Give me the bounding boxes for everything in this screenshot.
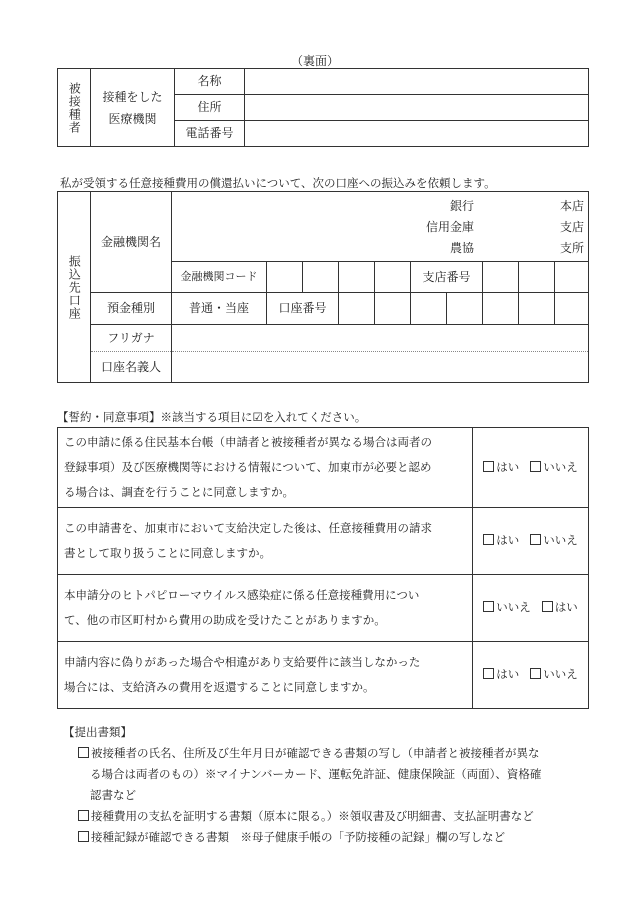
institution-phone-label: 電話番号 <box>175 121 245 147</box>
branch-code-digit[interactable] <box>519 262 555 293</box>
account-number-digit[interactable] <box>411 293 447 325</box>
consent-row <box>58 642 589 709</box>
account-number-label: 口座番号 <box>267 293 339 325</box>
consent-question: 申請内容に偽りがあった場合や相違があり支給要件に該当しなかった 場合には、支給済みの費用を返還することに同意しますか。 <box>58 642 473 709</box>
institution-phone-field[interactable] <box>245 121 589 147</box>
bank-name-label: 金融機関名 <box>91 192 172 293</box>
institution-name-label: 名称 <box>175 69 245 95</box>
branch-type-list: 本店 支店 支所 <box>559 199 584 255</box>
furigana-label: フリガナ <box>91 325 171 352</box>
furigana-divider <box>172 351 588 352</box>
option-checkbox[interactable]: いいえ <box>483 600 531 614</box>
request-text: 私が受領する任意接種費用の償還払いについて、次の口座への振込みを依頼します。 <box>60 176 496 190</box>
option-checkbox[interactable]: いいえ <box>530 533 578 547</box>
bank-name-field[interactable] <box>172 192 589 262</box>
checkbox-icon[interactable] <box>78 810 89 821</box>
institution-group-label: 接種をした 医療機関 <box>91 69 175 147</box>
checkmark-icon: ☑ <box>252 410 263 424</box>
account-number-digit[interactable] <box>555 293 589 325</box>
branch-code-digit[interactable] <box>483 262 519 293</box>
account-number-digit[interactable] <box>447 293 483 325</box>
branch-code-digit[interactable] <box>555 262 589 293</box>
bank-account-table <box>57 191 589 383</box>
account-number-digit[interactable] <box>519 293 555 325</box>
account-type-value[interactable]: 普通・当座 <box>172 293 267 325</box>
account-number-digit[interactable] <box>483 293 519 325</box>
submission-list <box>78 743 598 848</box>
consent-row <box>58 575 589 642</box>
institution-name-field[interactable] <box>245 69 589 95</box>
consent-answer <box>473 428 589 508</box>
option-checkbox[interactable]: いいえ <box>530 667 578 681</box>
submission-item: 被接種者の氏名、住所及び生年月日が確認できる書類の写し（申請者と被接種者が異な る場合は両者のもの）※マイナンバーカード、運転免許証、健康保険証（両面）、資格確 認書など <box>78 743 598 806</box>
page-label: （裏面） <box>290 54 339 68</box>
consent-answer <box>473 575 589 642</box>
checkbox-icon[interactable] <box>78 747 89 758</box>
medical-institution-table <box>57 68 589 147</box>
checkbox-icon <box>483 601 494 612</box>
consent-row <box>58 508 589 575</box>
option-checkbox[interactable]: はい <box>483 533 519 547</box>
checkbox-icon <box>530 461 541 472</box>
account-type-label: 預金種別 <box>91 293 172 325</box>
checkbox-icon[interactable] <box>78 831 89 842</box>
account-holder-field[interactable] <box>172 325 589 383</box>
submission-heading: 【提出書類】 <box>63 725 132 739</box>
checkbox-icon <box>483 668 494 679</box>
branch-code-label: 支店番号 <box>411 262 483 293</box>
consent-answer <box>473 508 589 575</box>
consent-question: 本申請分のヒトパピローマウイルス感染症に係る任意接種費用につい て、他の市区町村から費用の助成を受けたことがありますか。 <box>58 575 473 642</box>
holder-label-cell <box>91 325 172 383</box>
bank-code-digit[interactable] <box>303 262 339 293</box>
consent-answer <box>473 642 589 709</box>
checkbox-icon <box>542 601 553 612</box>
option-checkbox[interactable]: はい <box>483 667 519 681</box>
consent-question: この申請書を、加東市において支給決定した後は、任意接種費用の請求 書として取り扱うことに同意しますか。 <box>58 508 473 575</box>
account-holder-label: 口座名義人 <box>100 360 161 374</box>
account-number-digit[interactable] <box>375 293 411 325</box>
bank-code-digit[interactable] <box>267 262 303 293</box>
checkbox-icon <box>483 461 494 472</box>
consent-table <box>57 427 589 709</box>
submission-item: 接種記録が確認できる書類 ※母子健康手帳の「予防接種の記録」欄の写しなど <box>78 827 598 848</box>
option-checkbox[interactable]: はい <box>542 600 578 614</box>
institution-address-label: 住所 <box>175 95 245 121</box>
checkbox-icon <box>483 534 494 545</box>
bank-code-label: 金融機関コード <box>172 262 267 293</box>
checkbox-icon <box>530 534 541 545</box>
option-checkbox[interactable]: はい <box>483 460 519 474</box>
account-number-digit[interactable] <box>339 293 375 325</box>
bank-code-digit[interactable] <box>375 262 411 293</box>
bank-type-list: 銀行 信用金庫 農協 <box>425 199 474 255</box>
consent-heading: 【誓約・同意事項】※該当する項目に☑を入れてください。 <box>57 410 367 424</box>
option-checkbox[interactable]: いいえ <box>530 460 578 474</box>
transfer-side-label: 振込先口座 <box>58 192 91 383</box>
submission-item: 接種費用の支払を証明する書類（原本に限る。）※領収書及び明細書、支払証明書など <box>78 806 598 827</box>
consent-row <box>58 428 589 508</box>
institution-address-field[interactable] <box>245 95 589 121</box>
consent-question: この申請に係る住民基本台帳（申請者と被接種者が異なる場合は両者の 登録事項）及び医療機関等における情報について、加東市が必要と認め る場合は、調査を行うことに同意しますか。 <box>58 428 473 508</box>
bank-code-digit[interactable] <box>339 262 375 293</box>
checkbox-icon <box>530 668 541 679</box>
vaccinee-side-label: 被接種者 <box>58 69 91 147</box>
